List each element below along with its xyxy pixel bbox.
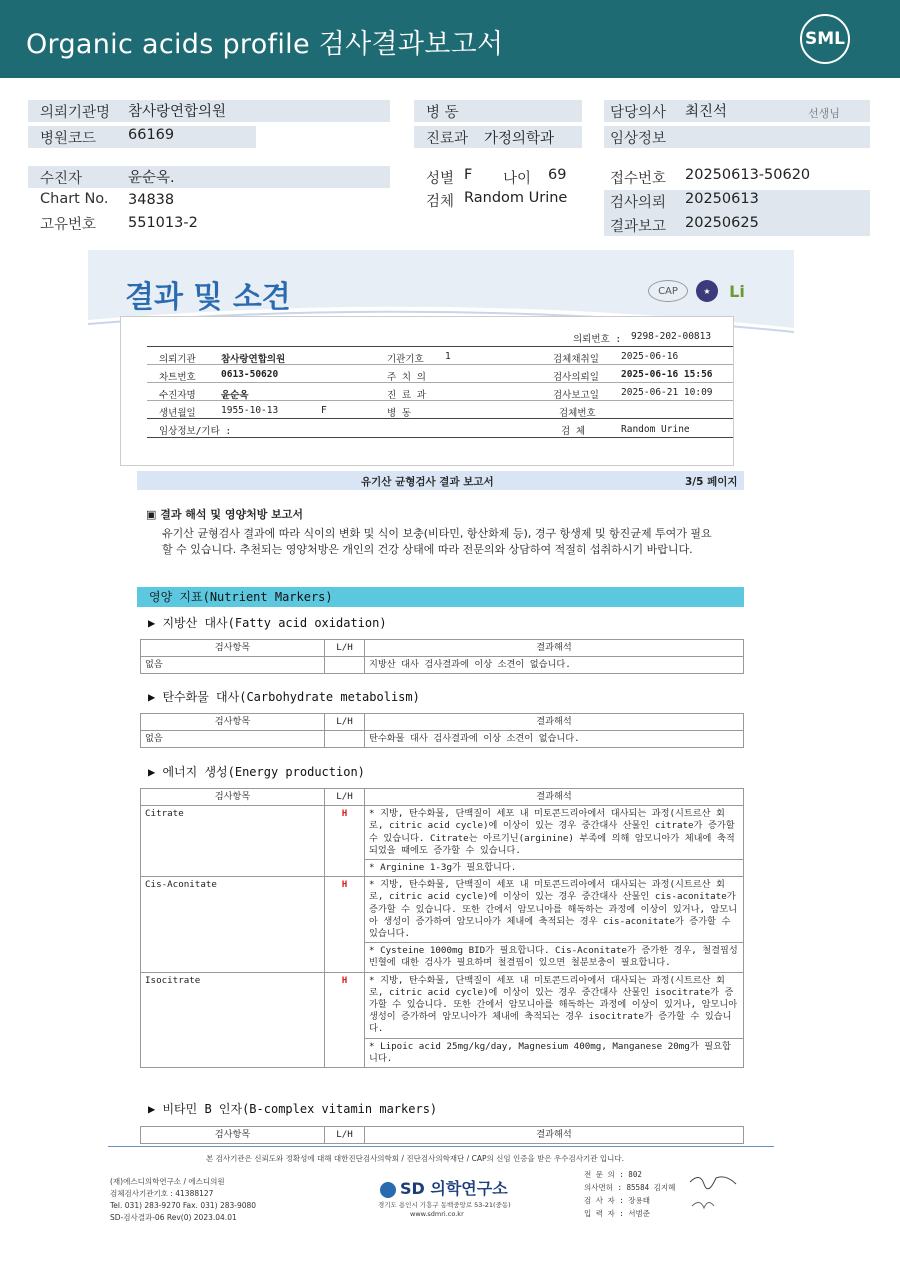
collect-value: 2025-06-16	[621, 351, 679, 362]
table-row	[141, 806, 744, 860]
certification-logos	[648, 280, 748, 302]
attending-label: 주 치 의	[387, 372, 426, 383]
signer-line: 검 사 자 : 장용태	[584, 1196, 651, 1205]
lab-cert-icon: Li	[729, 281, 745, 301]
dept-label: 진료과	[426, 131, 469, 147]
signer-line: 전 문 의 : 802	[584, 1170, 642, 1179]
lh-cell: H	[325, 972, 365, 1067]
result-label: 결과보고	[610, 219, 667, 235]
note-cell: * Cysteine 1000mg BID가 필요합니다. Cis-Aconitate가 증가한 경우, 철결핍성 빈혈에 대한 검사가 필요하며 철결핍이 있으면 철분보충이 필요합니다.	[365, 943, 744, 972]
col-item: 검사항목	[141, 640, 325, 657]
col-interp: 결과해석	[365, 1127, 744, 1144]
carbohydrate-table	[140, 713, 744, 748]
ward2-label: 병 동	[387, 408, 412, 419]
note-cell: * Arginine 1-3g가 필요합니다.	[365, 860, 744, 877]
page-number: 3/5 페이지	[685, 476, 738, 488]
dept-value: 가정의학과	[484, 131, 555, 147]
footer-web: www.sdmri.co.kr	[410, 1210, 464, 1218]
sml-logo: SML	[800, 14, 850, 64]
col-lh: L/H	[325, 789, 365, 806]
sex2-value: F	[321, 405, 327, 416]
unique-value: 551013-2	[128, 215, 198, 231]
item-cell: Isocitrate	[141, 972, 325, 1067]
vitamin-b-table	[140, 1126, 744, 1144]
col-interp: 결과해석	[365, 640, 744, 657]
table-row	[141, 877, 744, 943]
request-value: 20250613	[685, 191, 759, 207]
report-title: 결과 및 소견	[125, 280, 291, 315]
col-lh: L/H	[325, 1127, 365, 1144]
signature-icon	[686, 1168, 746, 1218]
birth-label: 생년월일	[159, 408, 196, 419]
footer-line: (재)에스디의학연구소 / 에스디의원	[110, 1177, 225, 1186]
chart-no-value: 0613-50620	[221, 369, 279, 380]
request-no: 9298-202-00813	[631, 331, 712, 342]
ward-label: 병 동	[426, 105, 459, 121]
name-label: 수진자명	[159, 390, 196, 401]
col-lh: L/H	[325, 714, 365, 731]
sd-logo-text: SD 의학연구소	[400, 1179, 508, 1198]
col-interp: 결과해석	[365, 789, 744, 806]
report-footer	[88, 1146, 794, 1250]
report-header	[0, 0, 900, 78]
request-no-label: 의뢰번호 :	[573, 334, 622, 345]
spec-value: Random Urine	[621, 424, 690, 435]
interp-cell: 탄수화물 대사 검사결과에 이상 소견이 없습니다.	[365, 731, 744, 748]
reception-value: 20250613-50620	[685, 167, 811, 183]
chart-value: 34838	[128, 192, 175, 208]
footer-address: 경기도 용인시 기흥구 동백중앙로 53-21(중동)	[378, 1201, 511, 1209]
interp-cell: 지방산 대사 검사결과에 이상 소견이 없습니다.	[365, 657, 744, 674]
unique-label: 고유번호	[40, 217, 97, 233]
note-cell: * Lipoic acid 25mg/kg/day, Magnesium 400mg, Manganese 20mg가 필요합니다.	[365, 1038, 744, 1067]
cap-logo: CAP	[648, 280, 688, 302]
interp-cell: * 지방, 탄수화물, 단백질이 세포 내 미토콘드리아에서 대사되는 과정(시트르산 회로, citric acid cycle)에 이상이 있는 경우 중간대사 산물인 isocitrate가 증가할 수 있습니다. 또한 간에서 암모니아를 해독하는 과정에 이상이 있거나, 암모니아 생성이 증가하여 암모니아가 체내에 축적되는 경우 isocitrate가 증가할 수 있습니다.	[365, 972, 744, 1038]
section-vitamin-b: ▶ 비타민 B 인자(B-complex vitamin markers)	[148, 1102, 438, 1116]
sex-value: F	[464, 167, 473, 183]
item-cell: 없음	[141, 731, 325, 748]
signer-line: 의사면허 : 85584 김지혜	[584, 1183, 676, 1192]
energy-table	[140, 788, 744, 1068]
inst-label: 의뢰기관	[159, 354, 196, 365]
col-item: 검사항목	[141, 789, 325, 806]
code-label: 기관기호	[387, 354, 424, 365]
report-subtitle: 유기산 균형검사 결과 보고서	[361, 476, 494, 488]
seal-icon: ★	[696, 280, 718, 302]
doctor-value: 최진석	[685, 104, 728, 120]
footer-left	[110, 1176, 256, 1224]
clin-label: 임상정보/기타 :	[159, 426, 232, 437]
name-value: 윤순옥	[221, 390, 249, 401]
table-row	[141, 731, 744, 748]
reception-label: 접수번호	[610, 171, 667, 187]
birth-value: 1955-10-13	[221, 405, 279, 416]
report-subtitle-bar	[137, 471, 744, 490]
item-cell: Citrate	[141, 806, 325, 877]
patient-label: 수진자	[40, 171, 83, 187]
report-date-label: 검사보고일	[553, 390, 599, 401]
age-label: 나이	[503, 171, 532, 187]
section-fatty-acid: ▶ 지방산 대사(Fatty acid oxidation)	[148, 616, 387, 630]
footer-note: 본 검사기관은 신뢰도와 정확성에 대해 대한진단검사의학회 / 진단검사의학재단 / CAP의 신임 인증을 받은 우수검사기관 입니다.	[206, 1154, 624, 1163]
footer-line: SD-검사결과-06 Rev(0) 2023.04.01	[110, 1213, 237, 1222]
request-label: 검사의뢰	[610, 195, 667, 211]
institution-label: 의뢰기관명	[40, 105, 111, 121]
clinical-label: 임상정보	[610, 131, 667, 147]
fatty-acid-table	[140, 639, 744, 674]
collect-label: 검체채취일	[553, 354, 599, 365]
sd-logo	[380, 1176, 508, 1199]
signer-line: 입 력 자 : 서범준	[584, 1209, 651, 1218]
chart-no-label: 차트번호	[159, 372, 196, 383]
doctor-suffix: 선생님	[808, 107, 840, 120]
hospital-code-label: 병원코드	[40, 131, 97, 147]
col-item: 검사항목	[141, 1127, 325, 1144]
footer-signers	[584, 1168, 675, 1220]
table-row	[141, 657, 744, 674]
hospital-code-value: 66169	[128, 127, 175, 143]
col-item: 검사항목	[141, 714, 325, 731]
chart-label: Chart No.	[40, 191, 109, 207]
table-row	[141, 972, 744, 1038]
specimen-value: Random Urine	[464, 190, 568, 206]
item-cell: Cis-Aconitate	[141, 877, 325, 972]
footer-line: 검체검사기관기호 : 41388127	[110, 1189, 214, 1198]
lh-cell: H	[325, 877, 365, 972]
request-info-box	[120, 316, 734, 466]
spec-label: 검 체	[561, 426, 586, 437]
report-scan	[88, 250, 794, 1250]
interp-heading: ▣ 결과 해석 및 영양처방 보고서	[146, 508, 304, 521]
result-value: 20250625	[685, 215, 759, 231]
doctor-label: 담당의사	[610, 105, 667, 121]
patient-value: 윤순옥.	[128, 170, 175, 186]
code-value: 1	[445, 351, 451, 362]
dept2-label: 진 료 과	[387, 390, 426, 401]
report-date-value: 2025-06-21 10:09	[621, 387, 713, 398]
col-lh: L/H	[325, 640, 365, 657]
item-cell: 없음	[141, 657, 325, 674]
sex-label: 성별	[426, 171, 455, 187]
reqdate-value: 2025-06-16 15:56	[621, 369, 713, 380]
institution-value: 참사랑연합의원	[128, 104, 227, 120]
page-title: Organic acids profile 검사결과보고서	[26, 29, 504, 60]
nutrient-markers-bar: 영양 지표(Nutrient Markers)	[137, 587, 744, 607]
reqdate-label: 검사의뢰일	[553, 372, 599, 383]
interp-cell: * 지방, 탄수화물, 단백질이 세포 내 미토콘드리아에서 대사되는 과정(시트르산 회로, citric acid cycle)에 이상이 있는 경우 중간대사 산물인 citrate가 증가할 수 있습니다. Citrate는 아르기닌(arginine) 부족에 의해 암모니아가 체내에 축적되었을 때에도 증가할 수 있습니다.	[365, 806, 744, 860]
age-value: 69	[548, 167, 567, 183]
col-interp: 결과해석	[365, 714, 744, 731]
section-energy: ▶ 에너지 생성(Energy production)	[148, 765, 365, 779]
interp-cell: * 지방, 탄수화물, 단백질이 세포 내 미토콘드리아에서 대사되는 과정(시트르산 회로, citric acid cycle)에 이상이 있는 경우 중간대사 산물인 cis-aconitate가 증가할 수 있습니다. 또한 간에서 암모니아를 해독하는 과정에 이상이 있거나, 암모니아 생성이 증가하여 암모니아가 체내에 축적되는 경우 cis-aconitate가 증가할 수 있습니다.	[365, 877, 744, 943]
lh-cell: H	[325, 806, 365, 877]
specno-label: 검체번호	[559, 408, 596, 419]
footer-line: Tel. 031) 283-9270 Fax. 031) 283-9080	[110, 1201, 257, 1210]
section-carbohydrate: ▶ 탄수화물 대사(Carbohydrate metabolism)	[148, 690, 420, 704]
specimen-label: 검체	[426, 194, 455, 210]
interp-text: 유기산 균형검사 결과에 따라 식이의 변화 및 식이 보충(비타민, 항산화제 등), 경구 항생제 및 항진균제 투여가 필요할 수 있습니다. 추천되는 영양처방은 개인의 건강 상태에 따라 전문의와 상담하여 적절히 섭취하시기 바랍니다.	[162, 527, 712, 556]
inst-value: 참사랑연합의원	[221, 354, 286, 365]
